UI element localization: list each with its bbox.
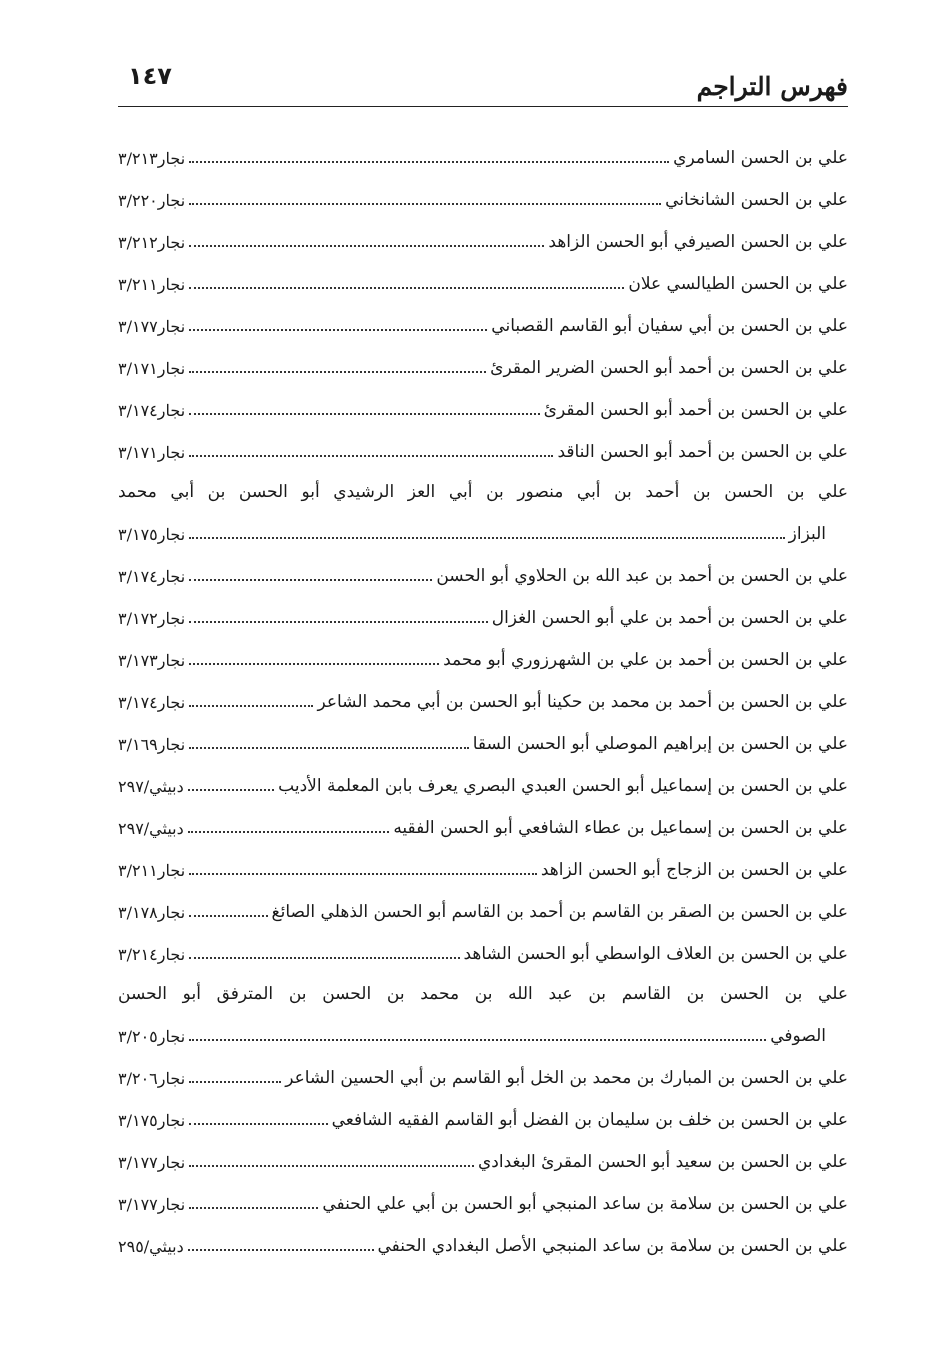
leader-dots bbox=[188, 789, 274, 791]
entry-name-continuation: الصوفي bbox=[770, 1026, 826, 1046]
entry-name: علي بن الحسن بن أحمد بن علي بن الشهرزوري أبو محمد bbox=[443, 650, 848, 670]
index-entry bbox=[118, 1088, 848, 1130]
entry-name: علي بن الحسن بن أحمد بن أبي منصور بن أبي العز الرشيدي أبو الحسن بن أبي محمد bbox=[118, 482, 848, 502]
page-title: فهرس التراجم bbox=[696, 72, 848, 101]
leader-dots bbox=[189, 705, 313, 707]
entry-reference: نجار٣/١٦٩ bbox=[118, 735, 186, 754]
leader-dots bbox=[189, 455, 553, 457]
entry-name: علي بن الحسن بن سعيد أبو الحسن المقرئ البغدادي bbox=[478, 1152, 848, 1172]
entry-name: علي بن الحسن بن العلاف الواسطي أبو الحسن الشاهد bbox=[463, 944, 848, 964]
leader-dots bbox=[189, 287, 624, 289]
entry-name: علي بن الحسن بن أحمد أبو الحسن الناقد bbox=[557, 442, 848, 462]
index-entry bbox=[118, 544, 848, 586]
leader-dots bbox=[188, 831, 390, 833]
entry-name: علي بن الحسن بن أحمد بن محمد بن حكينا أبو الحسن بن أبي محمد الشاعر bbox=[317, 692, 848, 712]
entry-name: علي بن الحسن بن أحمد بن عبد الله بن الحلاوي أبو الحسن bbox=[436, 566, 848, 586]
leader-dots bbox=[189, 537, 784, 539]
leader-dots bbox=[189, 203, 661, 205]
entry-reference: نجار٣/١٧١ bbox=[118, 443, 186, 462]
index-entry bbox=[118, 336, 848, 378]
entry-reference: نجار٣/١٧٤ bbox=[118, 401, 186, 420]
entry-name: علي بن الحسن بن أحمد بن علي أبو الحسن الغزال bbox=[491, 608, 848, 628]
entry-reference: نجار٣/٢٠٥ bbox=[118, 1027, 186, 1046]
entry-name: علي بن الحسن بن أبي سفيان أبو القاسم القصباني bbox=[491, 316, 848, 336]
leader-dots bbox=[189, 371, 486, 373]
entry-name: علي بن الحسن السامري bbox=[673, 148, 848, 168]
entry-reference: نجار٣/٢٠٦ bbox=[118, 1069, 186, 1088]
entry-reference: نجار٣/١٧٧ bbox=[118, 317, 186, 336]
entry-name: علي بن الحسن بن أحمد أبو الحسن الضرير المقرئ bbox=[490, 358, 848, 378]
index-entry bbox=[118, 126, 848, 168]
leader-dots bbox=[189, 915, 267, 917]
index-entry bbox=[118, 964, 848, 1004]
index-entry bbox=[118, 210, 848, 252]
leader-dots bbox=[189, 579, 432, 581]
entry-name: علي بن الحسن بن الصقر بن القاسم بن أحمد بن القاسم أبو الحسن الذهلي الصائغ bbox=[271, 902, 848, 922]
leader-dots bbox=[189, 1081, 281, 1083]
entry-reference: دبيثي/٢٩٧ bbox=[118, 777, 184, 796]
leader-dots bbox=[189, 1207, 318, 1209]
entry-name: علي بن الحسن بن أحمد أبو الحسن المقرئ bbox=[543, 400, 848, 420]
leader-dots bbox=[189, 663, 439, 665]
index-entry bbox=[118, 712, 848, 754]
entry-reference: نجار٣/١٧٥ bbox=[118, 525, 186, 544]
leader-dots bbox=[189, 873, 537, 875]
index-entry bbox=[118, 462, 848, 502]
leader-dots bbox=[189, 161, 669, 163]
index-entry bbox=[118, 168, 848, 210]
entry-reference: نجار٣/٢١١ bbox=[118, 861, 186, 880]
entry-name: علي بن الحسن الشانخاني bbox=[665, 190, 848, 210]
entry-reference: نجار٣/١٧٢ bbox=[118, 609, 186, 628]
leader-dots bbox=[188, 1249, 374, 1251]
entry-name: علي بن الحسن بن خلف بن سليمان بن الفضل أبو القاسم الفقيه الشافعي bbox=[331, 1110, 848, 1130]
index-entry bbox=[118, 1046, 848, 1088]
entry-reference: نجار٣/٢١٣ bbox=[118, 149, 186, 168]
leader-dots bbox=[189, 747, 469, 749]
entry-reference: نجار٣/٢١١ bbox=[118, 275, 186, 294]
index-entry bbox=[118, 294, 848, 336]
entry-reference: نجار٣/١٧٣ bbox=[118, 651, 186, 670]
index-entry bbox=[118, 838, 848, 880]
leader-dots bbox=[189, 957, 459, 959]
index-entry bbox=[118, 670, 848, 712]
index-entry bbox=[118, 628, 848, 670]
entry-reference: نجار٣/٢١٢ bbox=[118, 233, 186, 252]
entry-reference: نجار٣/١٧١ bbox=[118, 359, 186, 378]
index-entry-continuation bbox=[118, 1004, 848, 1046]
index-entry bbox=[118, 796, 848, 838]
leader-dots bbox=[189, 329, 487, 331]
entry-name: علي بن الحسن بن إبراهيم الموصلي أبو الحسن السقا bbox=[472, 734, 848, 754]
entry-reference: دبيثي/٢٩٥ bbox=[118, 1237, 184, 1256]
entry-reference: دبيثي/٢٩٧ bbox=[118, 819, 184, 838]
index-entry bbox=[118, 1214, 848, 1256]
leader-dots bbox=[189, 1165, 474, 1167]
page-header bbox=[118, 58, 848, 107]
leader-dots bbox=[189, 1039, 766, 1041]
leader-dots bbox=[189, 1123, 327, 1125]
leader-dots bbox=[189, 413, 540, 415]
entry-reference: نجار٣/٢٢٠ bbox=[118, 191, 186, 210]
page-number: ١٤٧ bbox=[128, 62, 172, 90]
entry-reference: نجار٣/١٧٨ bbox=[118, 903, 186, 922]
index-entry-continuation bbox=[118, 502, 848, 544]
leader-dots bbox=[189, 245, 544, 247]
entry-reference: نجار٣/١٧٤ bbox=[118, 567, 186, 586]
entry-name: علي بن الحسن بن سلامة بن ساعد المنبجي الأصل البغدادي الحنفي bbox=[377, 1236, 848, 1256]
entry-reference: نجار٣/١٧٧ bbox=[118, 1195, 186, 1214]
index-entry bbox=[118, 586, 848, 628]
entry-name: علي بن الحسن الصيرفي أبو الحسن الزاهد bbox=[548, 232, 848, 252]
entry-name: علي بن الحسن بن الزجاج أبو الحسن الزاهد bbox=[540, 860, 848, 880]
entry-reference: نجار٣/٢١٤ bbox=[118, 945, 186, 964]
entry-name: علي بن الحسن بن المبارك بن محمد بن الخل أبو القاسم بن أبي الحسين الشاعر bbox=[285, 1068, 848, 1088]
entry-reference: نجار٣/١٧٥ bbox=[118, 1111, 186, 1130]
entry-reference: نجار٣/١٧٧ bbox=[118, 1153, 186, 1172]
index-entry bbox=[118, 1172, 848, 1214]
index-entry bbox=[118, 378, 848, 420]
entry-name-continuation: البزاز bbox=[788, 524, 826, 544]
entry-reference: نجار٣/١٧٤ bbox=[118, 693, 186, 712]
index-entry bbox=[118, 420, 848, 462]
biography-index-list bbox=[118, 126, 848, 1256]
index-entry bbox=[118, 880, 848, 922]
leader-dots bbox=[189, 621, 488, 623]
index-entry bbox=[118, 1130, 848, 1172]
entry-name: علي بن الحسن بن القاسم بن عبد الله بن محمد بن الحسن بن المترفق أبو الحسن bbox=[118, 984, 848, 1004]
entry-name: علي بن الحسن الطيالسي علان bbox=[628, 274, 848, 294]
index-entry bbox=[118, 252, 848, 294]
index-entry bbox=[118, 922, 848, 964]
entry-name: علي بن الحسن بن سلامة بن ساعد المنبجي أبو الحسن بن أبي علي الحنفي bbox=[322, 1194, 848, 1214]
entry-name: علي بن الحسن بن إسماعيل بن عطاء الشافعي أبو الحسن الفقيه bbox=[393, 818, 848, 838]
entry-name: علي بن الحسن بن إسماعيل أبو الحسن العبدي البصري يعرف بابن المعلمة الأديب bbox=[278, 776, 848, 796]
index-entry bbox=[118, 754, 848, 796]
